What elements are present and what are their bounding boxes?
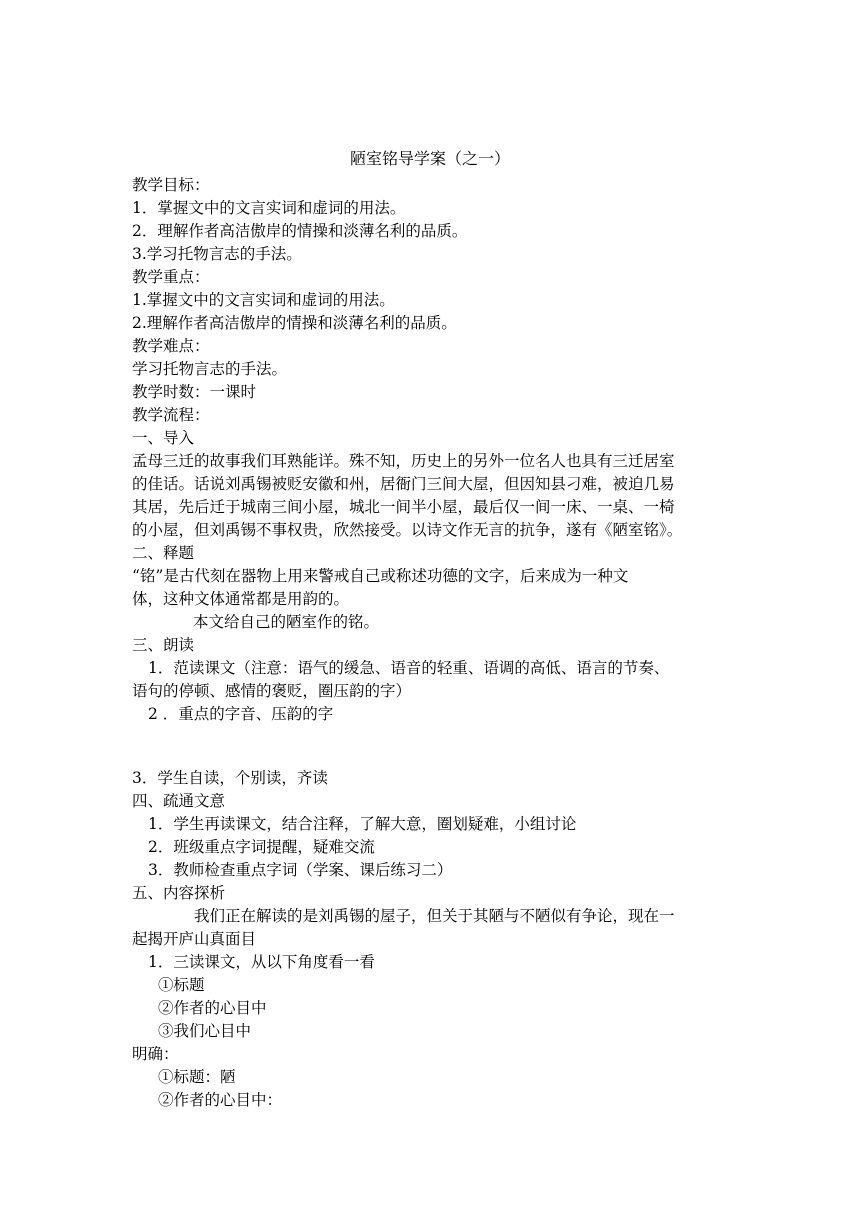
text-line: 2．理解作者高洁傲岸的情操和淡薄名利的品质。 xyxy=(132,222,468,240)
text-line: 1.掌握文中的文言实词和虚词的用法。 xyxy=(132,291,395,309)
text-line: 3．教师检查重点字词（学案、课后练习二） xyxy=(148,861,453,879)
text-line: ②作者的心目中： xyxy=(158,1091,283,1109)
text-line: 语句的停顿、感情的褒贬，圈压韵的字） xyxy=(132,682,412,700)
text-line: 1．掌握文中的文言实词和虚词的用法。 xyxy=(132,199,406,217)
text-line: ②作者的心目中 xyxy=(158,999,267,1017)
section-heading: 三、朗读 xyxy=(132,636,195,654)
text-line: 学习托物言志的手法。 xyxy=(132,360,288,378)
text-line: 2 ．重点的字音、压韵的字 xyxy=(148,705,334,723)
section-heading: 二、释题 xyxy=(132,544,195,562)
section-heading: 明确： xyxy=(132,1045,179,1063)
text-line: 2.理解作者高洁傲岸的情操和淡薄名利的品质。 xyxy=(132,314,457,332)
text-line: 的佳话。话说刘禹锡被贬安徽和州，居衙门三间大屋，但因知县刁难，被迫几易 xyxy=(132,475,675,493)
text-line: 本文给自己的陋室作的铭。 xyxy=(193,613,380,631)
text-line: 2．班级重点字词提醒，疑难交流 xyxy=(148,838,375,856)
text-line: 孟母三迁的故事我们耳熟能详。殊不知，历史上的另外一位名人也具有三迁居室 xyxy=(132,452,675,470)
text-line: 我们正在解读的是刘禹锡的屋子，但关于其陋与不陋似有争论，现在一 xyxy=(194,907,675,925)
text-line: ③我们心目中 xyxy=(158,1022,252,1040)
text-line: 其居，先后迁于城南三间小屋，城北一间半小屋，最后仅一间一床、一桌、一椅 xyxy=(132,498,675,516)
text-line: 的小屋，但刘禹锡不事权贵，欣然接受。以诗文作无言的抗争，遂有《陋室铭》。 xyxy=(132,521,683,539)
section-heading: 五、内容探析 xyxy=(132,884,226,902)
text-line: 3．学生自读，个别读，齐读 xyxy=(132,769,328,787)
text-line: 体，这种文体通常都是用韵的。 xyxy=(132,590,350,608)
text-line: 1．三读课文，从以下角度看一看 xyxy=(148,953,375,971)
section-heading: 教学难点： xyxy=(132,337,210,355)
text-line: 1．学生再读课文，结合注释，了解大意，圈划疑难，小组讨论 xyxy=(148,815,577,833)
section-heading: 一、导入 xyxy=(132,429,195,447)
text-line: 起揭开庐山真面目 xyxy=(132,930,257,948)
section-heading: 教学时数：一课时 xyxy=(132,383,257,401)
section-heading: 四、疏通文意 xyxy=(132,792,226,810)
section-heading: 教学重点： xyxy=(132,268,210,286)
text-line: “铭”是古代刻在器物上用来警戒自己或称述功德的文字，后来成为一种文 xyxy=(132,567,629,585)
text-line: 1．范读课文（注意：语气的缓急、语音的轻重、语调的高低、语言的节奏、 xyxy=(148,659,670,677)
section-heading: 教学目标： xyxy=(132,176,210,194)
text-line: ①标题 xyxy=(158,976,205,994)
text-line: 3.学习托物言志的手法。 xyxy=(132,245,302,263)
page-title: 陋室铭导学案（之一） xyxy=(349,149,510,168)
section-heading: 教学流程： xyxy=(132,406,210,424)
text-line: ①标题：陋 xyxy=(158,1068,236,1086)
